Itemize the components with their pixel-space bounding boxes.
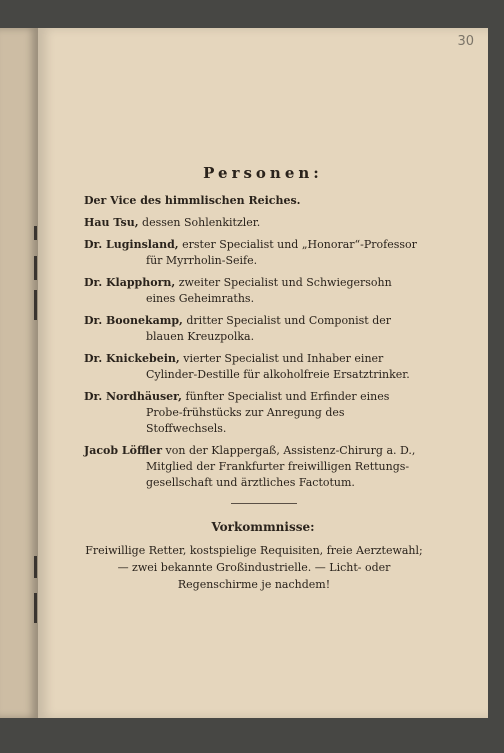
cast-entry — [84, 443, 424, 491]
cast-description: vierter Specialist und Inhaber einer Cylinder-Destille für alkoholfreie Ersatztrinker. — [146, 352, 410, 381]
cast-name: Jacob Löffler — [84, 444, 163, 457]
cast-name: Hau Tsu, — [84, 216, 139, 229]
cast-name: Dr. Luginsland, — [84, 238, 179, 251]
events-text: Freiwillige Retter, kostspielige Requisiten, freie Aerztewahl; — zwei bekannte Großindustrielle. — Licht- oder Regenschirme je nachdem! — [85, 544, 423, 591]
cast-name: Dr. Knickebein, — [84, 352, 180, 365]
section-divider — [231, 503, 297, 504]
cast-entry — [84, 351, 424, 383]
cast-entry — [84, 215, 424, 231]
events-heading: Vorkommnisse: — [211, 520, 315, 534]
cast-name: Dr. Nordhäuser, — [84, 390, 183, 403]
binding-mark — [34, 226, 37, 240]
cast-name: Dr. Klapphorn, — [84, 276, 176, 289]
facing-page-edge — [0, 28, 38, 718]
cast-entry — [84, 193, 424, 209]
cast-entry — [84, 275, 424, 307]
binding-mark — [34, 256, 37, 280]
page-number: 30 — [457, 34, 474, 49]
cast-description: dessen Sohlenkitzler. — [142, 216, 261, 229]
cast-entry — [84, 313, 424, 345]
cast-description: dritter Specialist und Componist der blauen Kreuzpolka. — [146, 314, 392, 343]
cast-heading: Personen: — [203, 164, 323, 182]
cast-entry — [84, 389, 424, 437]
book-page — [38, 28, 488, 718]
cast-description: fünfter Specialist und Erfinder eines Probe-frühstücks zur Anregung des Stoffwechsels. — [146, 390, 390, 435]
binding-mark — [34, 290, 37, 320]
cast-description: zweiter Specialist und Schwiegersohn eines Geheimraths. — [146, 276, 392, 305]
cast-description: erster Specialist und „Honorar“-Professor für Myrrholin-Seife. — [146, 238, 417, 267]
cast-name: Dr. Boonekamp, — [84, 314, 183, 327]
binding-mark — [34, 556, 37, 578]
cast-name: Der Vice des himmlischen Reiches. — [84, 194, 301, 207]
cast-list — [84, 193, 424, 497]
cast-entry — [84, 237, 424, 269]
cast-description: von der Klappergaß, Assistenz-Chirurg a. D., Mitglied der Frankfurter freiwilligen Rettungs-gesellschaft und ärztliches Factotum. — [146, 444, 416, 489]
binding-mark — [34, 593, 37, 623]
